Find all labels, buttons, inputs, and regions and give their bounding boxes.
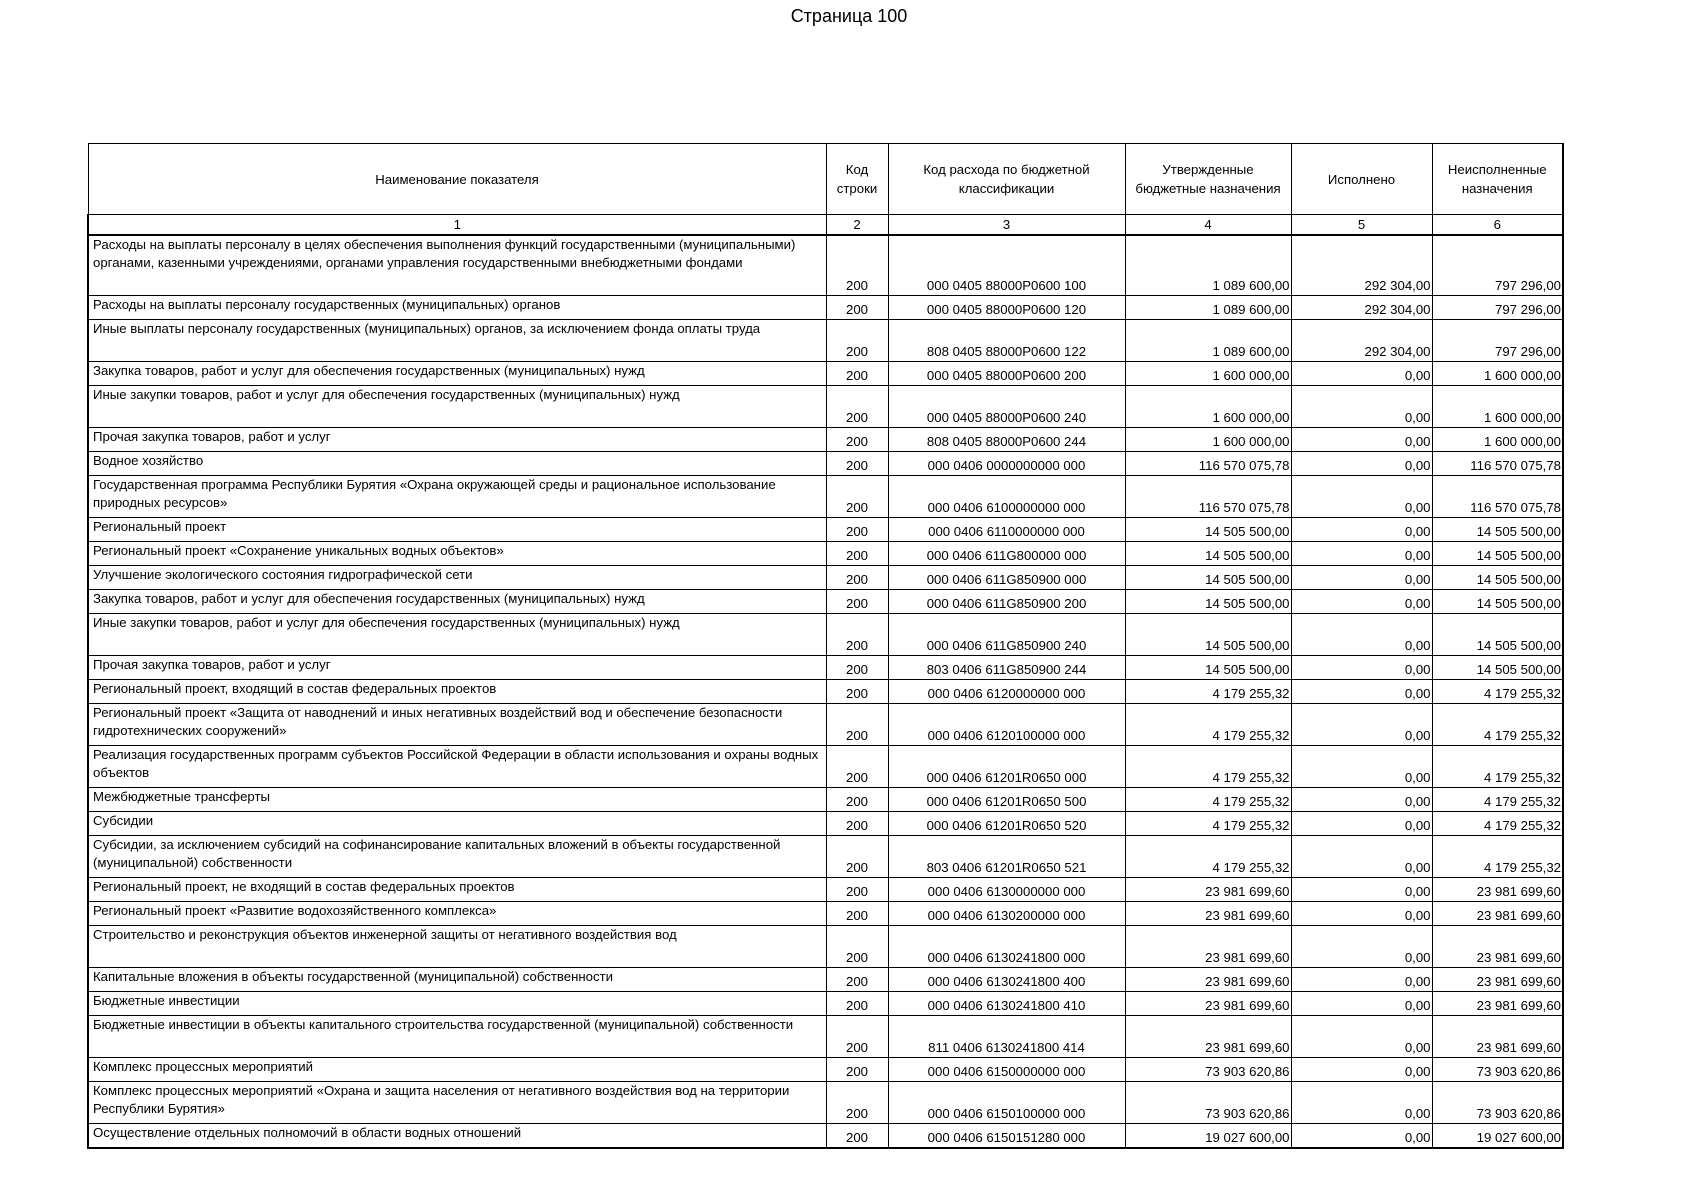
cell-name: Региональный проект «Развитие водохозяйственного комплекса» (88, 902, 826, 926)
cell-budget-code: 000 0406 61201R0650 500 (888, 788, 1125, 812)
cell-name: Реализация государственных программ субъектов Российской Федерации в области использования и охраны водных объектов (88, 746, 826, 788)
budget-report-table (87, 143, 1564, 1149)
cell-approved: 4 179 255,32 (1125, 788, 1291, 812)
cell-executed: 0,00 (1291, 788, 1432, 812)
cell-executed: 0,00 (1291, 1016, 1432, 1058)
table-row (88, 812, 1563, 836)
table-row (88, 788, 1563, 812)
cell-approved: 1 600 000,00 (1125, 428, 1291, 452)
cell-row-code: 200 (826, 656, 888, 680)
table-row (88, 746, 1563, 788)
cell-name: Расходы на выплаты персоналу государственных (муниципальных) органов (88, 296, 826, 320)
table-header-row (88, 144, 1563, 215)
page-title: Страница 100 (790, 6, 908, 26)
cell-name: Государственная программа Республики Бурятия «Охрана окружающей среды и рациональное использование природных ресурсов» (88, 476, 826, 518)
table-row (88, 1058, 1563, 1082)
cell-approved: 1 600 000,00 (1125, 362, 1291, 386)
cell-budget-code: 000 0405 88000P0600 200 (888, 362, 1125, 386)
cell-unexecuted: 23 981 699,60 (1432, 926, 1563, 968)
cell-row-code: 200 (826, 680, 888, 704)
cell-approved: 1 600 000,00 (1125, 386, 1291, 428)
cell-unexecuted: 116 570 075,78 (1432, 452, 1563, 476)
cell-budget-code: 000 0406 611G800000 000 (888, 542, 1125, 566)
cell-approved: 23 981 699,60 (1125, 926, 1291, 968)
cell-unexecuted: 4 179 255,32 (1432, 746, 1563, 788)
cell-row-code: 200 (826, 1124, 888, 1149)
cell-approved: 14 505 500,00 (1125, 590, 1291, 614)
cell-unexecuted: 23 981 699,60 (1432, 902, 1563, 926)
cell-unexecuted: 23 981 699,60 (1432, 878, 1563, 902)
cell-approved: 23 981 699,60 (1125, 902, 1291, 926)
table-row (88, 680, 1563, 704)
cell-budget-code: 000 0406 6100000000 000 (888, 476, 1125, 518)
cell-budget-code: 000 0406 6150100000 000 (888, 1082, 1125, 1124)
cell-name: Иные закупки товаров, работ и услуг для обеспечения государственных (муниципальных) нужд (88, 386, 826, 428)
cell-executed: 0,00 (1291, 1124, 1432, 1149)
table-row (88, 704, 1563, 746)
cell-executed: 0,00 (1291, 518, 1432, 542)
table-row (88, 428, 1563, 452)
cell-name: Региональный проект (88, 518, 826, 542)
cell-unexecuted: 4 179 255,32 (1432, 836, 1563, 878)
table-row (88, 926, 1563, 968)
cell-budget-code: 000 0406 6130200000 000 (888, 902, 1125, 926)
column-number-row (88, 215, 1563, 236)
cell-row-code: 200 (826, 1016, 888, 1058)
column-number: 4 (1125, 215, 1291, 236)
cell-executed: 292 304,00 (1291, 235, 1432, 296)
cell-approved: 1 089 600,00 (1125, 235, 1291, 296)
cell-executed: 0,00 (1291, 428, 1432, 452)
cell-unexecuted: 4 179 255,32 (1432, 788, 1563, 812)
cell-budget-code: 811 0406 6130241800 414 (888, 1016, 1125, 1058)
cell-executed: 0,00 (1291, 452, 1432, 476)
table-row (88, 566, 1563, 590)
cell-executed: 0,00 (1291, 812, 1432, 836)
cell-executed: 0,00 (1291, 878, 1432, 902)
cell-approved: 23 981 699,60 (1125, 992, 1291, 1016)
table-row (88, 878, 1563, 902)
cell-row-code: 200 (826, 428, 888, 452)
column-number: 1 (88, 215, 826, 236)
cell-name: Комплекс процессных мероприятий (88, 1058, 826, 1082)
cell-name: Межбюджетные трансферты (88, 788, 826, 812)
cell-approved: 14 505 500,00 (1125, 656, 1291, 680)
cell-budget-code: 000 0406 611G850900 000 (888, 566, 1125, 590)
cell-row-code: 200 (826, 386, 888, 428)
cell-budget-code: 000 0406 0000000000 000 (888, 452, 1125, 476)
cell-budget-code: 000 0405 88000P0600 240 (888, 386, 1125, 428)
cell-executed: 0,00 (1291, 746, 1432, 788)
column-number: 6 (1432, 215, 1563, 236)
cell-approved: 19 027 600,00 (1125, 1124, 1291, 1149)
cell-name: Бюджетные инвестиции в объекты капитального строительства государственной (муниципальной) собственности (88, 1016, 826, 1058)
column-number: 3 (888, 215, 1125, 236)
cell-row-code: 200 (826, 746, 888, 788)
cell-budget-code: 808 0405 88000P0600 244 (888, 428, 1125, 452)
cell-unexecuted: 73 903 620,86 (1432, 1082, 1563, 1124)
cell-unexecuted: 14 505 500,00 (1432, 566, 1563, 590)
cell-executed: 0,00 (1291, 386, 1432, 428)
cell-name: Комплекс процессных мероприятий «Охрана и защита населения от негативного воздействия вод на территории Республики Бурятия» (88, 1082, 826, 1124)
cell-executed: 0,00 (1291, 926, 1432, 968)
cell-executed: 292 304,00 (1291, 296, 1432, 320)
header-unexecuted: Неисполненные назначения (1432, 144, 1563, 215)
cell-row-code: 200 (826, 878, 888, 902)
cell-executed: 0,00 (1291, 362, 1432, 386)
cell-name: Водное хозяйство (88, 452, 826, 476)
cell-row-code: 200 (826, 362, 888, 386)
cell-executed: 0,00 (1291, 968, 1432, 992)
cell-executed: 0,00 (1291, 566, 1432, 590)
table-row (88, 1124, 1563, 1149)
cell-approved: 14 505 500,00 (1125, 614, 1291, 656)
cell-row-code: 200 (826, 836, 888, 878)
cell-approved: 14 505 500,00 (1125, 518, 1291, 542)
header-executed: Исполнено (1291, 144, 1432, 215)
cell-row-code: 200 (826, 590, 888, 614)
cell-name: Закупка товаров, работ и услуг для обеспечения государственных (муниципальных) нужд (88, 590, 826, 614)
cell-budget-code: 000 0406 611G850900 240 (888, 614, 1125, 656)
column-number: 5 (1291, 215, 1432, 236)
table-body (88, 235, 1563, 1148)
cell-name: Региональный проект, не входящий в состав федеральных проектов (88, 878, 826, 902)
cell-budget-code: 000 0406 6150151280 000 (888, 1124, 1125, 1149)
cell-budget-code: 000 0406 61201R0650 000 (888, 746, 1125, 788)
table-row (88, 320, 1563, 362)
cell-unexecuted: 1 600 000,00 (1432, 362, 1563, 386)
cell-unexecuted: 14 505 500,00 (1432, 656, 1563, 680)
table-row (88, 992, 1563, 1016)
cell-executed: 0,00 (1291, 614, 1432, 656)
table-row (88, 518, 1563, 542)
cell-unexecuted: 1 600 000,00 (1432, 386, 1563, 428)
column-number: 2 (826, 215, 888, 236)
cell-unexecuted: 4 179 255,32 (1432, 704, 1563, 746)
cell-unexecuted: 23 981 699,60 (1432, 1016, 1563, 1058)
cell-executed: 0,00 (1291, 1058, 1432, 1082)
table-row (88, 386, 1563, 428)
cell-name: Региональный проект «Сохранение уникальных водных объектов» (88, 542, 826, 566)
cell-row-code: 200 (826, 320, 888, 362)
cell-name: Улучшение экологического состояния гидрографической сети (88, 566, 826, 590)
cell-approved: 1 089 600,00 (1125, 296, 1291, 320)
cell-row-code: 200 (826, 992, 888, 1016)
cell-name: Расходы на выплаты персоналу в целях обеспечения выполнения функций государственными (муниципальными) органами, казенными учреждениями, органами управления государственными внебюджетными фондами (88, 235, 826, 296)
cell-executed: 0,00 (1291, 836, 1432, 878)
cell-budget-code: 808 0405 88000P0600 122 (888, 320, 1125, 362)
cell-budget-code: 000 0406 61201R0650 520 (888, 812, 1125, 836)
table-row (88, 590, 1563, 614)
cell-approved: 116 570 075,78 (1125, 452, 1291, 476)
cell-row-code: 200 (826, 1082, 888, 1124)
table-row (88, 452, 1563, 476)
cell-approved: 73 903 620,86 (1125, 1082, 1291, 1124)
cell-budget-code: 803 0406 61201R0650 521 (888, 836, 1125, 878)
cell-name: Региональный проект, входящий в состав федеральных проектов (88, 680, 826, 704)
cell-budget-code: 803 0406 611G850900 244 (888, 656, 1125, 680)
cell-approved: 4 179 255,32 (1125, 836, 1291, 878)
cell-name: Прочая закупка товаров, работ и услуг (88, 656, 826, 680)
cell-approved: 14 505 500,00 (1125, 542, 1291, 566)
cell-executed: 292 304,00 (1291, 320, 1432, 362)
table-row (88, 235, 1563, 296)
cell-row-code: 200 (826, 518, 888, 542)
cell-budget-code: 000 0405 88000P0600 120 (888, 296, 1125, 320)
cell-row-code: 200 (826, 926, 888, 968)
cell-row-code: 200 (826, 614, 888, 656)
cell-executed: 0,00 (1291, 476, 1432, 518)
table-row (88, 476, 1563, 518)
cell-approved: 23 981 699,60 (1125, 1016, 1291, 1058)
cell-executed: 0,00 (1291, 704, 1432, 746)
cell-budget-code: 000 0406 6130241800 000 (888, 926, 1125, 968)
cell-unexecuted: 14 505 500,00 (1432, 614, 1563, 656)
cell-executed: 0,00 (1291, 902, 1432, 926)
cell-approved: 4 179 255,32 (1125, 680, 1291, 704)
cell-approved: 116 570 075,78 (1125, 476, 1291, 518)
cell-unexecuted: 797 296,00 (1432, 235, 1563, 296)
cell-executed: 0,00 (1291, 590, 1432, 614)
table-row (88, 1016, 1563, 1058)
cell-approved: 4 179 255,32 (1125, 812, 1291, 836)
cell-name: Субсидии (88, 812, 826, 836)
table-row (88, 614, 1563, 656)
header-budget-code: Код расхода по бюджетной классификации (888, 144, 1125, 215)
cell-unexecuted: 4 179 255,32 (1432, 812, 1563, 836)
header-name: Наименование показателя (88, 144, 826, 215)
cell-executed: 0,00 (1291, 542, 1432, 566)
cell-row-code: 200 (826, 542, 888, 566)
cell-unexecuted: 14 505 500,00 (1432, 518, 1563, 542)
cell-row-code: 200 (826, 902, 888, 926)
cell-unexecuted: 797 296,00 (1432, 320, 1563, 362)
cell-executed: 0,00 (1291, 680, 1432, 704)
cell-budget-code: 000 0406 6120100000 000 (888, 704, 1125, 746)
cell-row-code: 200 (826, 476, 888, 518)
table-row (88, 968, 1563, 992)
cell-approved: 4 179 255,32 (1125, 746, 1291, 788)
table-row (88, 1082, 1563, 1124)
cell-budget-code: 000 0406 611G850900 200 (888, 590, 1125, 614)
cell-name: Осуществление отдельных полномочий в области водных отношений (88, 1124, 826, 1149)
cell-approved: 23 981 699,60 (1125, 878, 1291, 902)
cell-unexecuted: 14 505 500,00 (1432, 590, 1563, 614)
cell-row-code: 200 (826, 296, 888, 320)
cell-name: Субсидии, за исключением субсидий на софинансирование капитальных вложений в объекты государственной (муниципальной) собственности (88, 836, 826, 878)
cell-approved: 73 903 620,86 (1125, 1058, 1291, 1082)
cell-approved: 4 179 255,32 (1125, 704, 1291, 746)
cell-name: Закупка товаров, работ и услуг для обеспечения государственных (муниципальных) нужд (88, 362, 826, 386)
cell-name: Региональный проект «Защита от наводнений и иных негативных воздействий вод и обеспечение безопасности гидротехнических сооружений» (88, 704, 826, 746)
cell-budget-code: 000 0406 6130000000 000 (888, 878, 1125, 902)
cell-approved: 14 505 500,00 (1125, 566, 1291, 590)
cell-row-code: 200 (826, 704, 888, 746)
cell-row-code: 200 (826, 1058, 888, 1082)
cell-unexecuted: 116 570 075,78 (1432, 476, 1563, 518)
table-row (88, 296, 1563, 320)
cell-name: Капитальные вложения в объекты государственной (муниципальной) собственности (88, 968, 826, 992)
cell-approved: 23 981 699,60 (1125, 968, 1291, 992)
cell-budget-code: 000 0406 6130241800 410 (888, 992, 1125, 1016)
cell-budget-code: 000 0406 6130241800 400 (888, 968, 1125, 992)
cell-name: Бюджетные инвестиции (88, 992, 826, 1016)
header-approved: Утвержденные бюджетные назначения (1125, 144, 1291, 215)
cell-row-code: 200 (826, 566, 888, 590)
cell-unexecuted: 23 981 699,60 (1432, 968, 1563, 992)
cell-name: Иные закупки товаров, работ и услуг для обеспечения государственных (муниципальных) нужд (88, 614, 826, 656)
table-row (88, 542, 1563, 566)
cell-row-code: 200 (826, 812, 888, 836)
table-row (88, 836, 1563, 878)
table-row (88, 362, 1563, 386)
cell-row-code: 200 (826, 235, 888, 296)
cell-executed: 0,00 (1291, 992, 1432, 1016)
cell-name: Иные выплаты персоналу государственных (муниципальных) органов, за исключением фонда оплаты труда (88, 320, 826, 362)
cell-budget-code: 000 0406 6120000000 000 (888, 680, 1125, 704)
cell-unexecuted: 4 179 255,32 (1432, 680, 1563, 704)
cell-row-code: 200 (826, 968, 888, 992)
table-row (88, 656, 1563, 680)
cell-unexecuted: 14 505 500,00 (1432, 542, 1563, 566)
cell-unexecuted: 1 600 000,00 (1432, 428, 1563, 452)
cell-executed: 0,00 (1291, 1082, 1432, 1124)
cell-row-code: 200 (826, 452, 888, 476)
table-row (88, 902, 1563, 926)
cell-executed: 0,00 (1291, 656, 1432, 680)
cell-name: Прочая закупка товаров, работ и услуг (88, 428, 826, 452)
header-row-code: Код строки (826, 144, 888, 215)
cell-name: Строительство и реконструкция объектов инженерной защиты от негативного воздействия вод (88, 926, 826, 968)
cell-unexecuted: 19 027 600,00 (1432, 1124, 1563, 1149)
cell-budget-code: 000 0406 6110000000 000 (888, 518, 1125, 542)
cell-budget-code: 000 0406 6150000000 000 (888, 1058, 1125, 1082)
cell-unexecuted: 797 296,00 (1432, 296, 1563, 320)
cell-budget-code: 000 0405 88000P0600 100 (888, 235, 1125, 296)
cell-approved: 1 089 600,00 (1125, 320, 1291, 362)
cell-unexecuted: 23 981 699,60 (1432, 992, 1563, 1016)
cell-row-code: 200 (826, 788, 888, 812)
cell-unexecuted: 73 903 620,86 (1432, 1058, 1563, 1082)
